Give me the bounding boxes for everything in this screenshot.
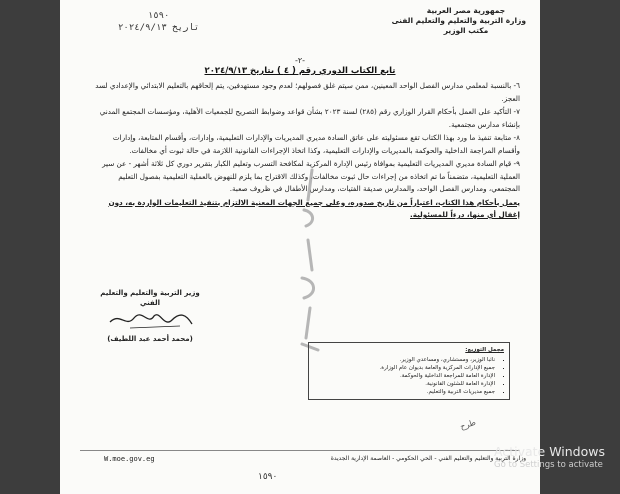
paragraph-7: ٧- التأكيد على العمل بأحكام القرار الوزاري رقم (٢٨٥) لسنة ٢٠٢٣ بشأن قواعد وضوابط التصريح للجمعيات الأهلية، ومؤسسات المجتمع المدني بإنشاء مدارس مجتمعية.	[99, 107, 520, 129]
paragraph-6: ٦- بالنسبة لمعلمي مدارس الفصل الواحد المعينين، ممن سيتم غلق فصولهم؛ لعدم وجود مستهدفين، يتم إلحاقهم بالتعليم الابتدائي والإعدادي لسد العجز.	[95, 81, 520, 103]
signatory-name: (محمد أحمد عبد اللطيف)	[107, 335, 193, 343]
signature-scribble-icon	[90, 308, 210, 334]
reference-number	[118, 10, 199, 34]
vertical-stamp-mark	[290, 160, 330, 360]
windows-activation-watermark	[494, 444, 605, 471]
paragraph-8: ٨- متابعة تنفيذ ما ورد بهذا الكتاب تقع مسئوليته على عاتق السادة مديري المديريات والإدارات التعليمية، وإدارات، وأقسام المتابعة، وإدارات وأقسام المراجعة الداخلية والحوكمة بالمديريات والإدارات التعليمية، وكذا اتخاذ الإجراءات القانونية اللازمة في حالة ثبوت أي مخالفات.	[112, 133, 520, 155]
footer-website: W.moe.gov.eg	[104, 455, 155, 463]
activate-windows-title: Activate Windows	[494, 444, 605, 459]
reference-number-value: ١٥٩٠	[147, 11, 170, 21]
distribution-item: ▪ الإدارة العامة للشئون القانونية.	[314, 380, 495, 388]
signatory-title: وزير التربية والتعليم والتعليم الفني	[100, 289, 200, 307]
ministry-header	[391, 6, 526, 36]
reference-date: تاريخ ٢٠٢٤/٩/١٣	[118, 23, 200, 33]
distribution-item: ▪ جميع مديريات التربية والتعليم.	[314, 388, 495, 396]
handwritten-signature	[90, 308, 210, 334]
document-page	[60, 0, 540, 494]
footer-divider	[80, 450, 520, 451]
bottom-reference-number: ١٥٩٠	[258, 472, 278, 482]
distribution-item: ▪ جميع الإدارات المركزية والعامة بديوان عام الوزارة.	[314, 364, 495, 372]
signature-block	[90, 288, 210, 344]
activate-windows-subtitle: Go to Settings to activate	[494, 460, 603, 470]
distribution-item: ▪ الإدارة العامة للمراجعة الداخلية والحوكمة.	[314, 372, 495, 380]
handwritten-note: طرح	[458, 417, 477, 432]
document-subtitle: تابع الكتاب الدوري رقم ( ٤ ) بتاريخ ٢٠٢٤/٩/١٣	[204, 66, 396, 76]
header-line-1: جمهورية مصر العربية	[426, 6, 506, 15]
closing-statement: يعمل بأحكام هذا الكتاب، اعتباراً من تاريخ صدوره، وعلى جميع الجهات المعنية الالتزام بتنفيذ التعليمات الواردة به، دون إغفال أي منها، درءاً للمسئولية.	[108, 197, 520, 219]
paragraph-9: ٩- قيام السادة مديري المديريات التعليمية بموافاة رئيس الإدارة المركزية لمكافحة التسرب وتعليم الكبار بتقرير دوري كل ثلاثة أشهر - عن سير العملية التعليمية، متضمناً ما تم اتخاذه من إجراءات حال ثبوت مخالفات، وكذلك الاقتراح بما يلزم للنهوض بالعملية التعليمية بفصول التعليم المجتمعي، ومدارس الفصل الواحد، والمدارس صديقة الفتيات، ومدارس الأطفال في ظروف صعبة.	[102, 159, 520, 193]
header-line-3: مكتب الوزير	[443, 26, 489, 35]
page-number: -٢-	[294, 56, 306, 65]
footer-address: وزارة التربية والتعليم والتعليم الفني - الحي الحكومي - العاصمة الإدارية الجديدة	[330, 455, 526, 462]
distribution-title: مجمل التوزيع:	[465, 347, 504, 353]
header-line-2: وزارة التربية والتعليم والتعليم الفنى	[391, 16, 526, 25]
distribution-item: ▪ نائبا الوزير، ومستشاري، ومساعدي الوزير.	[314, 356, 495, 364]
distribution-box	[308, 342, 510, 400]
distribution-list	[314, 356, 504, 396]
